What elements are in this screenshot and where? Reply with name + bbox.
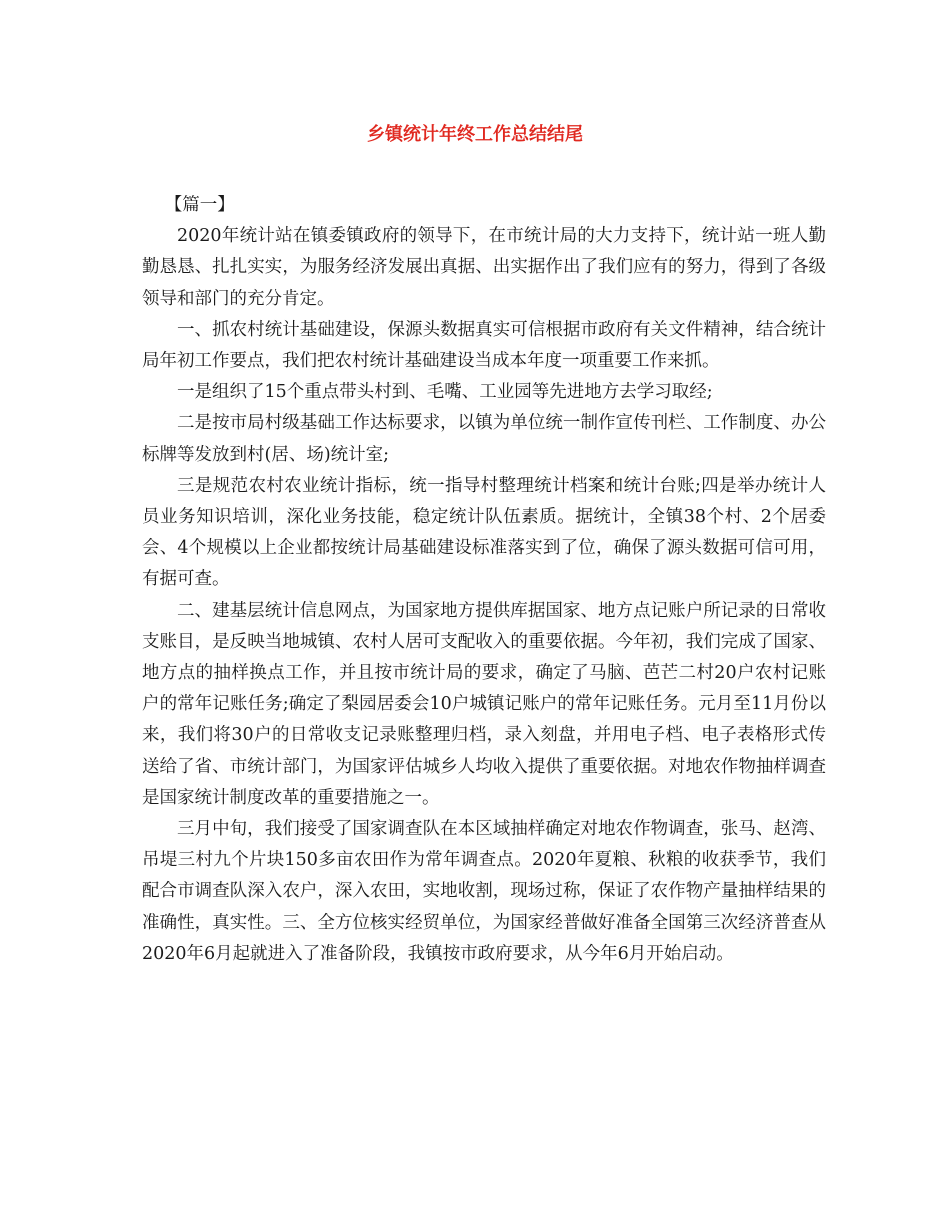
paragraph-point-1: 一是组织了15个重点带头村到、毛嘴、工业园等先进地方去学习取经; <box>177 382 713 403</box>
paragraph-item-2: 二、建基层统计信息网点，为国家地方提供库据国家、地方点记账户所记录的日常收支账目，是反映当地城镇、农村人居可支配收入的重要依据。今年初，我们完成了国家、地方点的抽样换点工作，并且按市统计局的要求，确定了马脑、芭芒二村20户农村记账户的常年记账任务;确定了梨园居委会10户城镇记账户的常年记账任务。元月至11月份以来，我们将30户的日常收支记录账整理归档，录入刻盘，并用电子档、电子表格形式传送给了省、市统计部门，为国家评估城乡人均收入提供了重要依据。对地农作物抽样调查是国家统计制度改革的重要措施之一。 <box>142 600 826 808</box>
paragraph-item-1: 一、抓农村统计基础建设，保源头数据真实可信根据市政府有关文件精神，结合统计局年初工作要点，我们把农村统计基础建设当成本年度一项重要工作来抓。 <box>142 319 826 372</box>
section-heading: 【篇一】 <box>164 195 235 215</box>
document-body <box>142 190 826 970</box>
document-title: 乡镇统计年终工作总结结尾 <box>367 124 583 145</box>
paragraph-point-3: 三是规范农村农业统计指标，统一指导村整理统计档案和统计台账;四是举办统计人员业务知识培训，深化业务技能，稳定统计队伍素质。据统计，全镇38个村、2个居委会、4个规模以上企业都按统计局基础建设标准落实到了位，确保了源头数据可信可用，有据可查。 <box>142 475 826 590</box>
paragraph-intro: 2020年统计站在镇委镇政府的领导下，在市统计局的大力支持下，统计站一班人勤勤恳恳、扎扎实实，为服务经济发展出真据、出实据作出了我们应有的努力，得到了各级领导和部门的充分肯定。 <box>142 226 826 309</box>
paragraph-point-2: 二是按市局村级基础工作达标要求，以镇为单位统一制作宣传刊栏、工作制度、办公标牌等发放到村(居、场)统计室; <box>142 413 826 465</box>
paragraph-march: 三月中旬，我们接受了国家调查队在本区域抽样确定对地农作物调查，张马、赵湾、吊堤三村九个片块150多亩农田作为常年调查点。2020年夏粮、秋粮的收获季节，我们配合市调查队深入农户，深入农田，实地收割，现场过称，保证了农作物产量抽样结果的准确性，真实性。三、全方位核实经贸单位，为国家经普做好准备全国第三次经济普查从2020年6月起就进入了准备阶段，我镇按市政府要求，从今年6月开始启动。 <box>142 819 826 964</box>
